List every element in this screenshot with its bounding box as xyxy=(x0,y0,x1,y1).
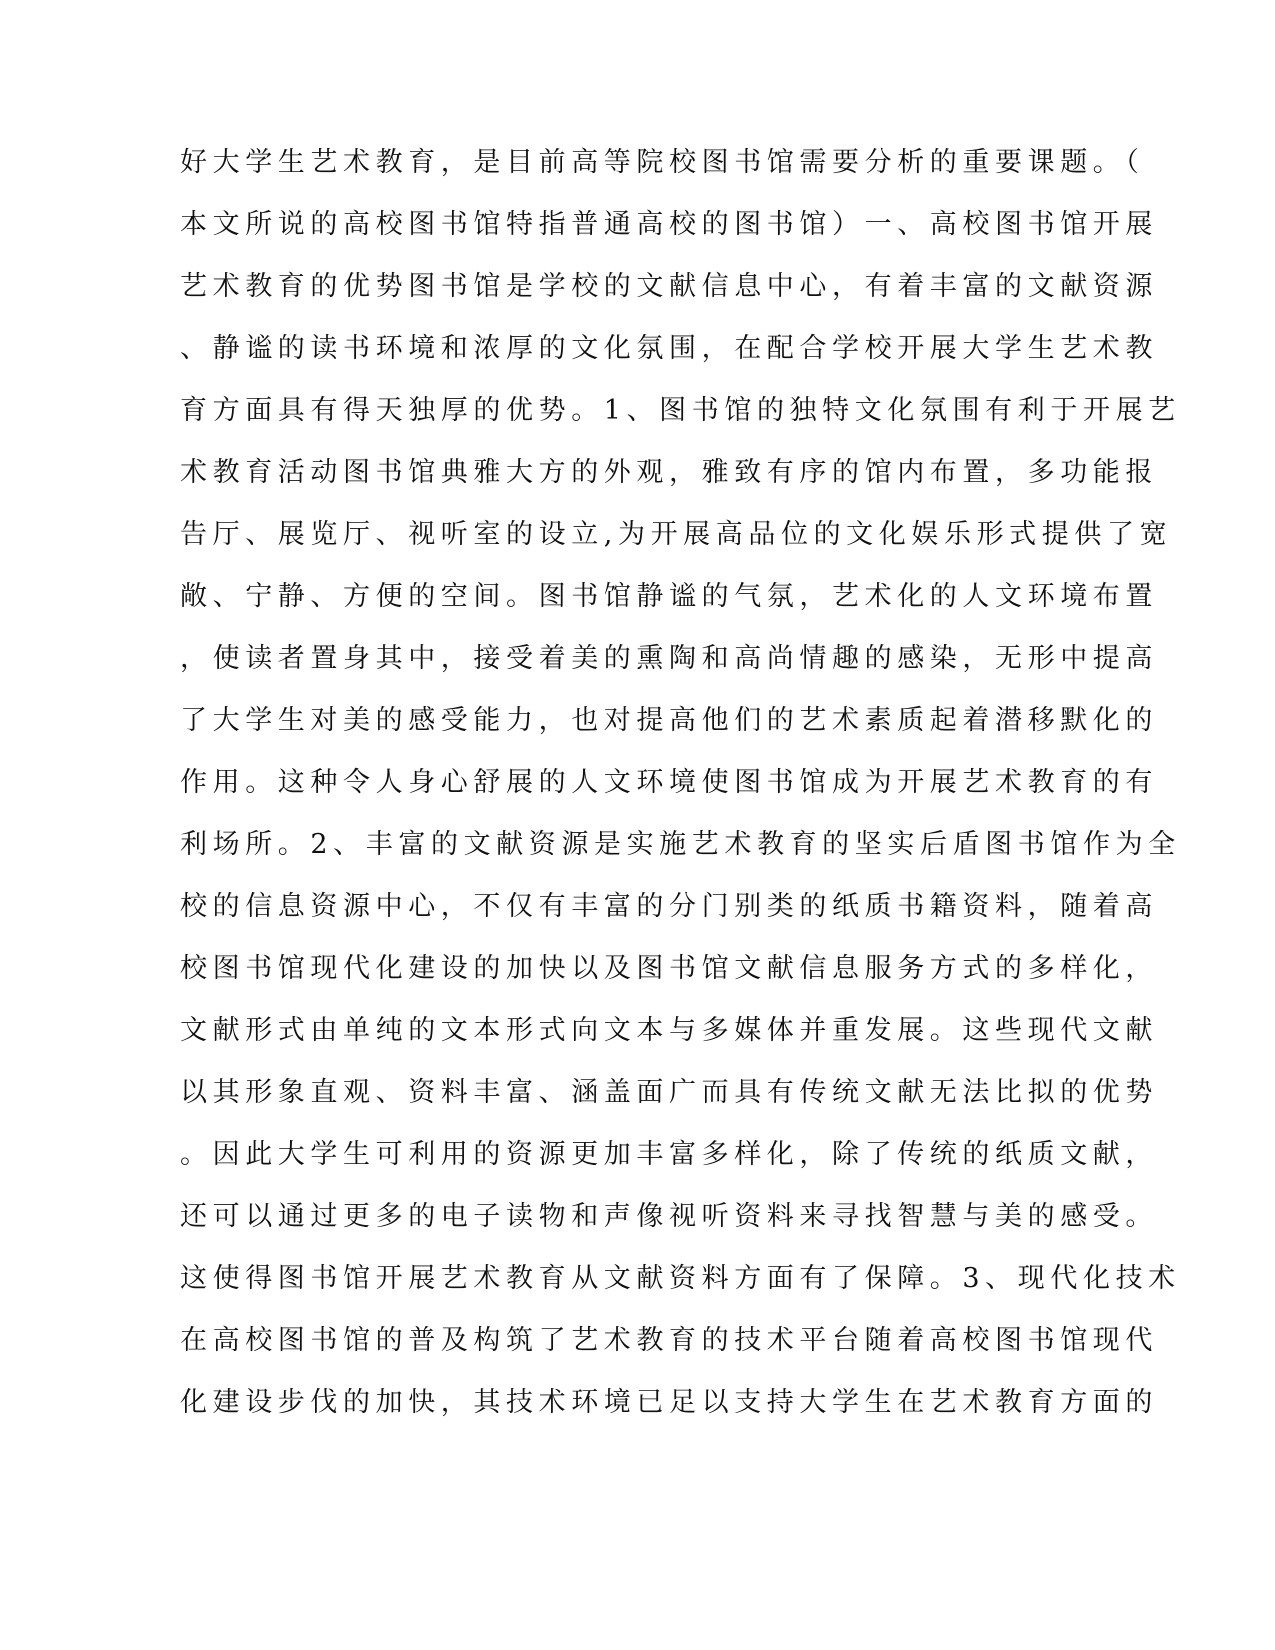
text-line: ，使读者置身其中，接受着美的熏陶和高尚情趣的感染，无形中提高 xyxy=(180,643,1158,674)
text-line: 术教育活动图书馆典雅大方的外观，雅致有序的馆内布置，多功能报 xyxy=(180,457,1158,488)
text-line: 文献形式由单纯的文本形式向文本与多媒体并重发展。这些现代文献 xyxy=(180,1015,1158,1046)
text-line: 在高校图书馆的普及构筑了艺术教育的技术平台随着高校图书馆现代 xyxy=(180,1325,1158,1356)
text-line: 。因此大学生可利用的资源更加丰富多样化，除了传统的纸质文献， xyxy=(180,1139,1158,1170)
text-line: 了大学生对美的感受能力，也对提高他们的艺术素质起着潜移默化的 xyxy=(180,705,1158,736)
text-line: 好大学生艺术教育，是目前高等院校图书馆需要分析的重要课题。（ xyxy=(180,147,1145,178)
text-line: 敞、宁静、方便的空间。图书馆静谧的气氛，艺术化的人文环境布置 xyxy=(180,581,1158,612)
text-line: 校的信息资源中心，不仅有丰富的分门别类的纸质书籍资料，随着高 xyxy=(180,891,1158,922)
text-line: 这使得图书馆开展艺术教育从文献资料方面有了保障。3、现代化技术 xyxy=(180,1263,1181,1294)
text-line: 校图书馆现代化建设的加快以及图书馆文献信息服务方式的多样化， xyxy=(180,953,1158,984)
text-line: 育方面具有得天独厚的优势。1、图书馆的独特文化氛围有利于开展艺 xyxy=(180,395,1181,426)
text-line: 以其形象直观、资料丰富、涵盖面广而具有传统文献无法比拟的优势 xyxy=(180,1077,1158,1108)
body-text xyxy=(180,132,1181,1434)
text-line: 本文所说的高校图书馆特指普通高校的图书馆）一、高校图书馆开展 xyxy=(180,209,1158,240)
text-line: 、静谧的读书环境和浓厚的文化氛围，在配合学校开展大学生艺术教 xyxy=(180,333,1158,364)
text-line: 作用。这种令人身心舒展的人文环境使图书馆成为开展艺术教育的有 xyxy=(180,767,1158,798)
text-line: 利场所。2、丰富的文献资源是实施艺术教育的坚实后盾图书馆作为全 xyxy=(180,829,1181,860)
text-line: 告厅、展览厅、视听室的设立,为开展高品位的文化娱乐形式提供了宽 xyxy=(180,519,1173,550)
text-line: 还可以通过更多的电子读物和声像视听资料来寻找智慧与美的感受。 xyxy=(180,1201,1158,1232)
text-line: 化建设步伐的加快，其技术环境已足以支持大学生在艺术教育方面的 xyxy=(180,1387,1158,1418)
text-line: 艺术教育的优势图书馆是学校的文献信息中心，有着丰富的文献资源 xyxy=(180,271,1158,302)
